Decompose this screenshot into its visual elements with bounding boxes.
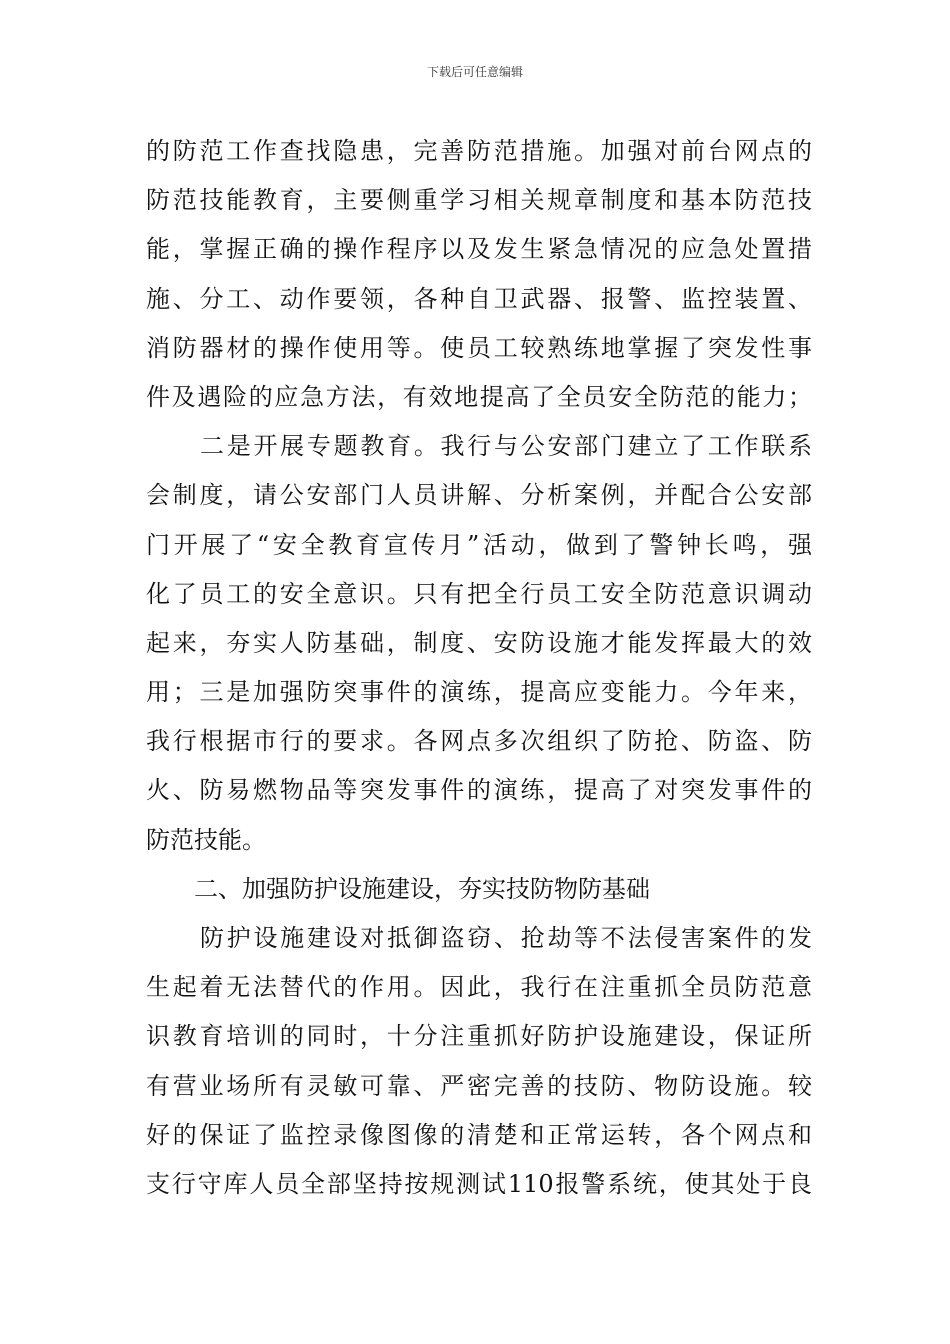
text-line: 支行守库人员全部坚持按规测试110报警系统，使其处于良 [146, 1169, 812, 1198]
paragraph-start-line: 防护设施建设对抵御盗窃、抢劫等不法侵害案件的发 [200, 924, 812, 952]
text-line: 有营业场所有灵敏可靠、严密完善的技防、物防设施。较 [146, 1071, 812, 1100]
section-heading: 二、加强防护设施建设，夯实技防物防基础 [194, 874, 650, 903]
text-line: 消防器材的操作使用等。使员工较熟练地掌握了突发性事 [146, 333, 812, 362]
text-line: 好的保证了监控录像图像的清楚和正常运转，各个网点和 [146, 1120, 812, 1149]
document-body [146, 127, 812, 1209]
text-line: 识教育培训的同时，十分注重抓好防护设施建设，保证所 [146, 1022, 812, 1051]
text-line: 起来，夯实人防基础，制度、安防设施才能发挥最大的效 [146, 628, 812, 657]
paragraph-start-line: 二是开展专题教育。我行与公安部门建立了工作联系 [200, 432, 812, 461]
text-line: 防范技能教育，主要侧重学习相关规章制度和基本防范技 [146, 186, 812, 215]
text-line: 火、防易燃物品等突发事件的演练，提高了对突发事件的 [146, 776, 812, 805]
text-line: 防范技能。 [146, 825, 266, 854]
text-line: 生起着无法替代的作用。因此，我行在注重抓全员防范意 [146, 973, 812, 1002]
text-line: 门开展了“安全教育宣传月”活动，做到了警钟长鸣，强 [146, 530, 812, 559]
text-line: 我行根据市行的要求。各网点多次组织了防抢、防盗、防 [146, 727, 812, 756]
page-header: 下载后可任意编辑 [426, 65, 523, 79]
text-line: 能，掌握正确的操作程序以及发生紧急情况的应急处置措 [146, 235, 812, 264]
text-line: 施、分工、动作要领，各种自卫武器、报警、监控装置、 [146, 284, 812, 313]
text-line: 用；三是加强防突事件的演练，提高应变能力。今年来， [146, 678, 812, 707]
text-line: 件及遇险的应急方法，有效地提高了全员安全防范的能力； [146, 382, 812, 411]
text-line: 化了员工的安全意识。只有把全行员工安全防范意识调动 [146, 579, 812, 608]
text-line: 会制度，请公安部门人员讲解、分析案例，并配合公安部 [146, 481, 812, 510]
text-line: 的防范工作查找隐患，完善防范措施。加强对前台网点的 [146, 137, 812, 165]
